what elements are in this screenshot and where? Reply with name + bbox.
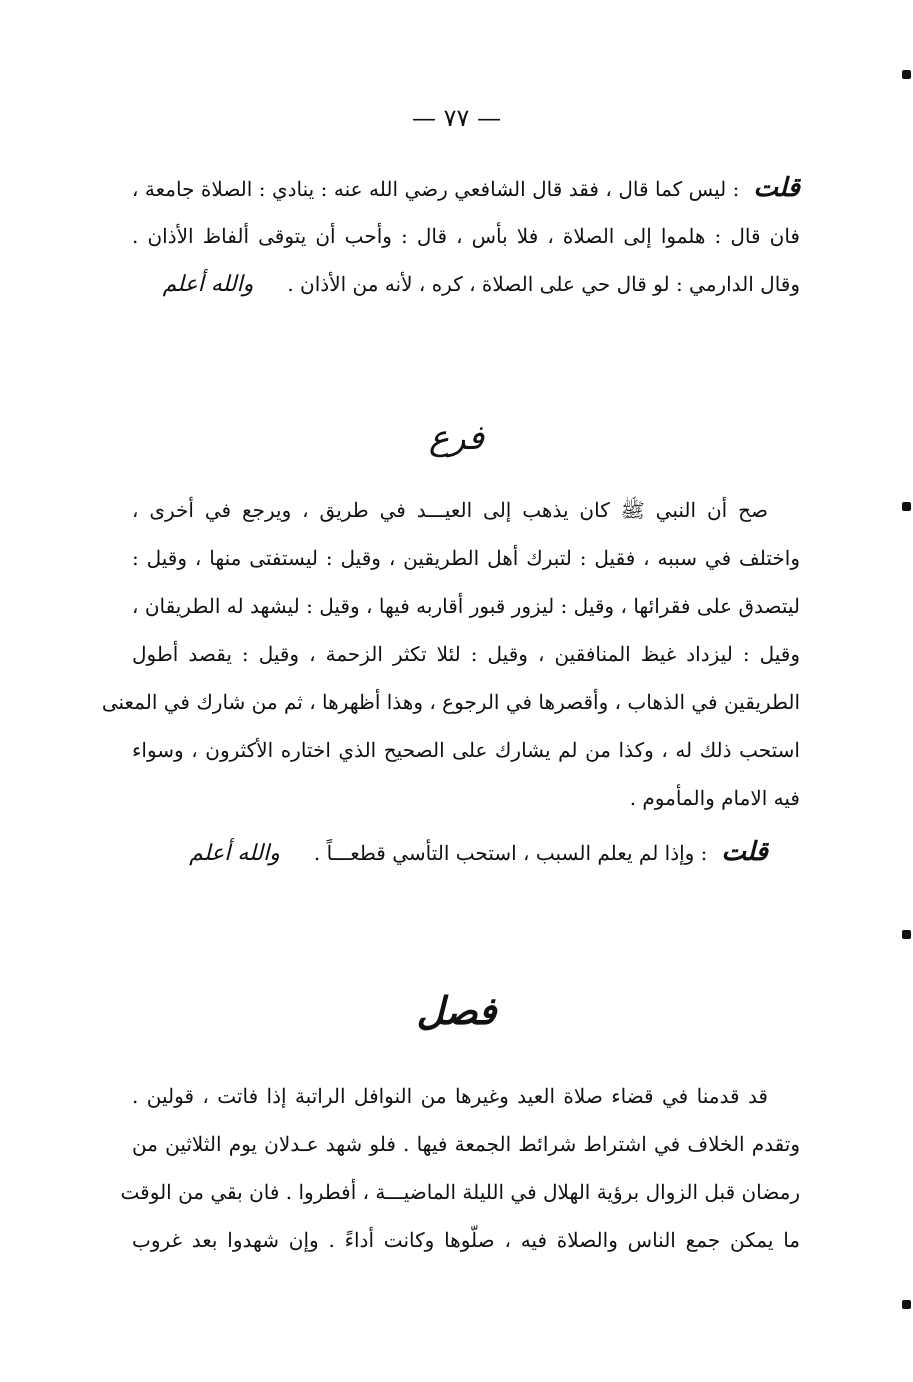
qult-label: قلت (721, 837, 768, 867)
scan-margin-mark (902, 1300, 911, 1309)
text-line: صح أن النبي ﷺ كان يذهب إلى العيـــد في طريق ، ويرجع في أخرى ، (132, 498, 768, 522)
page-number: — ٧٧ — (411, 104, 502, 132)
paragraph-qult-taassi (132, 828, 800, 876)
paragraph-fasl-qada (120, 1072, 800, 1264)
text-line (132, 260, 800, 308)
scan-margin-mark (902, 70, 911, 79)
text-line: الطريقين في الذهاب ، وأقصرها في الرجوع ، وهذا أظهرها ، ثم من شارك في المعنى (101, 690, 800, 714)
text-line (132, 828, 800, 876)
line-text: : وإذا لم يعلم السبب ، استحب التأسي قطعـــاً . (313, 841, 708, 865)
qult-label: قلت (753, 173, 800, 203)
wallahu-alam: والله أعلم (189, 841, 280, 866)
text-line: واختلف في سببه ، فقيل : لتبرك أهل الطريقين ، وقيل : ليستفتى منها ، وقيل : (132, 546, 800, 570)
text-line: ما يمكن جمع الناس والصلاة فيه ، صلّوها وكانت أداءً . وإن شهدوا بعد غروب (132, 1228, 800, 1252)
text-line: قد قدمنا في قضاء صلاة العيد وغيرها من النوافل الراتبة إذا فاتت ، قولين . (132, 1084, 768, 1108)
scan-margin-mark (902, 502, 911, 511)
text-line: رمضان قبل الزوال برؤية الهلال في الليلة الماضيـــة ، أفطروا . فان بقي من الوقت (120, 1180, 800, 1204)
text-line: فيه الامام والمأموم . (629, 786, 800, 810)
text-line: وقيل : ليزداد غيظ المنافقين ، وقيل : لئلا تكثر الزحمة ، وقيل : يقصد أطول (132, 642, 800, 666)
scan-margin-mark (902, 930, 911, 939)
text-line (132, 212, 800, 260)
line-text: : ليس كما قال ، فقد قال الشافعي رضي الله عنه : ينادي : الصلاة جامعة ، (132, 177, 740, 201)
paragraph-far-eid (101, 486, 800, 822)
section-heading-fasl: فصل (416, 988, 497, 1033)
line-text: وقال الدارمي : لو قال حي على الصلاة ، كره ، لأنه من الأذان . (287, 272, 800, 296)
paragraph-qult-adhan (132, 164, 800, 308)
wallahu-alam: والله أعلم (162, 272, 254, 297)
section-heading-far: فرع (428, 418, 485, 458)
text-line (132, 164, 800, 212)
line-text: فان قال : هلموا إلى الصلاة ، فلا بأس ، قال : وأحب أن يتوقى ألفاظ الأذان . (132, 224, 800, 248)
text-line: وتقدم الخلاف في اشتراط شرائط الجمعة فيها . فلو شهد عـدلان يوم الثلاثين من (132, 1132, 800, 1156)
text-line: استحب ذلك له ، وكذا من لم يشارك على الصحيح الذي اختاره الأكثرون ، وسواء (132, 738, 800, 762)
text-line: ليتصدق على فقرائها ، وقيل : ليزور قبور أقاربه فيها ، وقيل : ليشهد له الطريقان ، (132, 594, 800, 618)
